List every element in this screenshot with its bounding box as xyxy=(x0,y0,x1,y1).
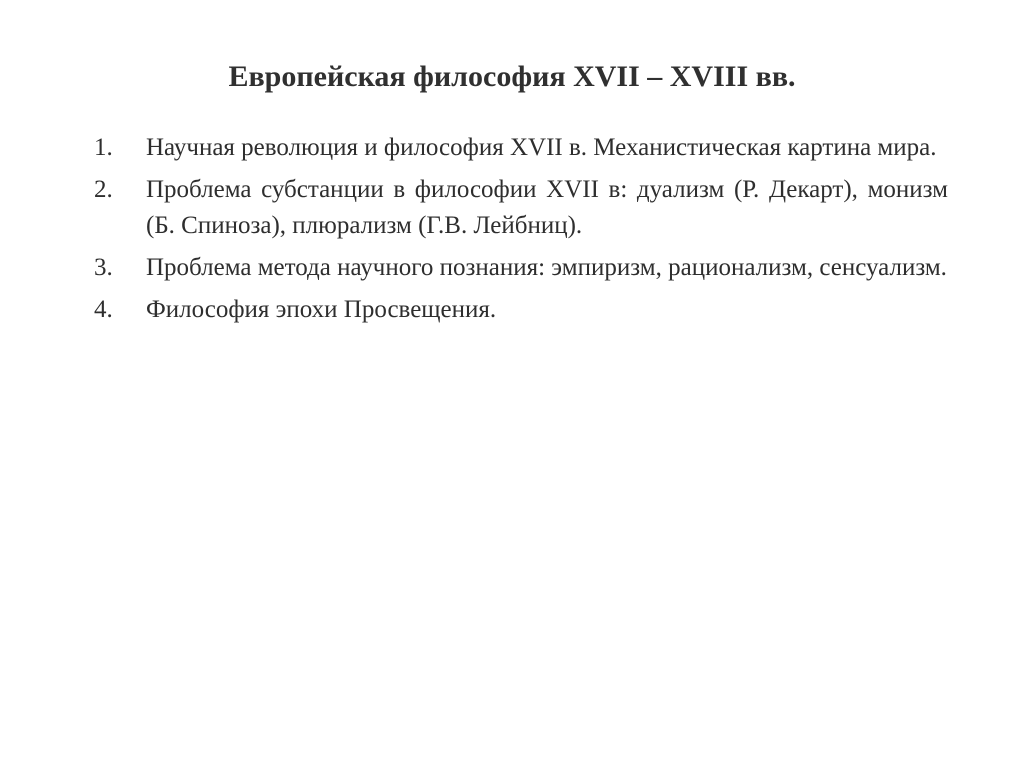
item-number: 1. xyxy=(94,134,113,161)
list-item xyxy=(94,172,948,244)
item-text: Философия эпохи Просвещения. xyxy=(146,296,497,323)
item-text: Проблема метода научного познания: эмпиризм, рационализм, сенсуализм. xyxy=(146,254,947,281)
topic-list xyxy=(94,130,948,334)
list-item xyxy=(94,130,948,166)
item-number: 3. xyxy=(94,254,113,281)
list-item xyxy=(94,292,948,328)
item-number: 2. xyxy=(94,176,113,203)
item-text: Проблема субстанции в философии XVII в: дуализм (Р. Декарт), монизм (Б. Спиноза), плюрализм (Г.В. Лейбниц). xyxy=(146,176,948,239)
list-item xyxy=(94,250,948,286)
slide-title: Европейская философия XVII – XVIII вв. xyxy=(228,60,796,93)
item-text: Научная революция и философия XVII в. Механистическая картина мира. xyxy=(146,134,937,161)
item-number: 4. xyxy=(94,296,113,323)
